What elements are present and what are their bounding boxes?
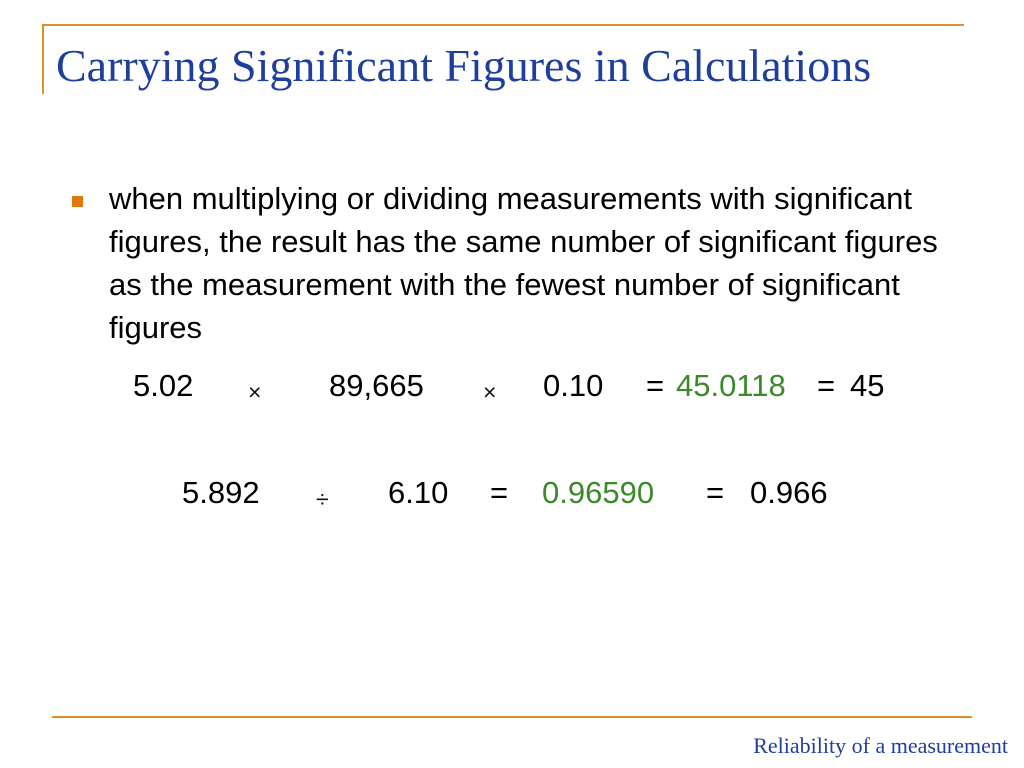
equation2-operand-b: 6.10 [388, 475, 449, 510]
equation1-operand-b: 89,665 [329, 368, 424, 403]
left-accent-line [42, 24, 44, 94]
equation2-equals-1: = [490, 475, 509, 510]
equation1-rounded-result: 45 [850, 368, 885, 403]
multiply-sign-2: × [483, 379, 497, 405]
equation1-operand-c: 0.10 [543, 368, 604, 403]
equation1-raw-result: 45.0118 [676, 368, 786, 403]
top-accent-line [42, 24, 964, 26]
equation-row-multiplication [0, 366, 1024, 406]
equation2-raw-result: 0.96590 [542, 475, 655, 510]
slide-title: Carrying Significant Figures in Calculations [56, 40, 872, 91]
bottom-accent-line [52, 716, 972, 718]
slide-footer: Reliability of a measurement [753, 733, 1008, 758]
equation2-rounded-result: 0.966 [750, 475, 828, 510]
multiply-sign-1: × [248, 379, 262, 405]
equation2-operand-a: 5.892 [182, 475, 260, 510]
equation1-operand-a: 5.02 [133, 368, 194, 403]
equation2-equals-2: = [706, 475, 725, 510]
bullet-text: when multiplying or dividing measurements with significant figures, the result has the same number of significant figures as the measurement with the fewest number of significant figures [109, 181, 938, 345]
equation-row-division [0, 473, 1024, 513]
divide-sign: ÷ [316, 486, 329, 512]
square-bullet-icon [72, 196, 83, 207]
equation1-equals-1: = [646, 368, 665, 403]
equation1-equals-2: = [817, 368, 836, 403]
